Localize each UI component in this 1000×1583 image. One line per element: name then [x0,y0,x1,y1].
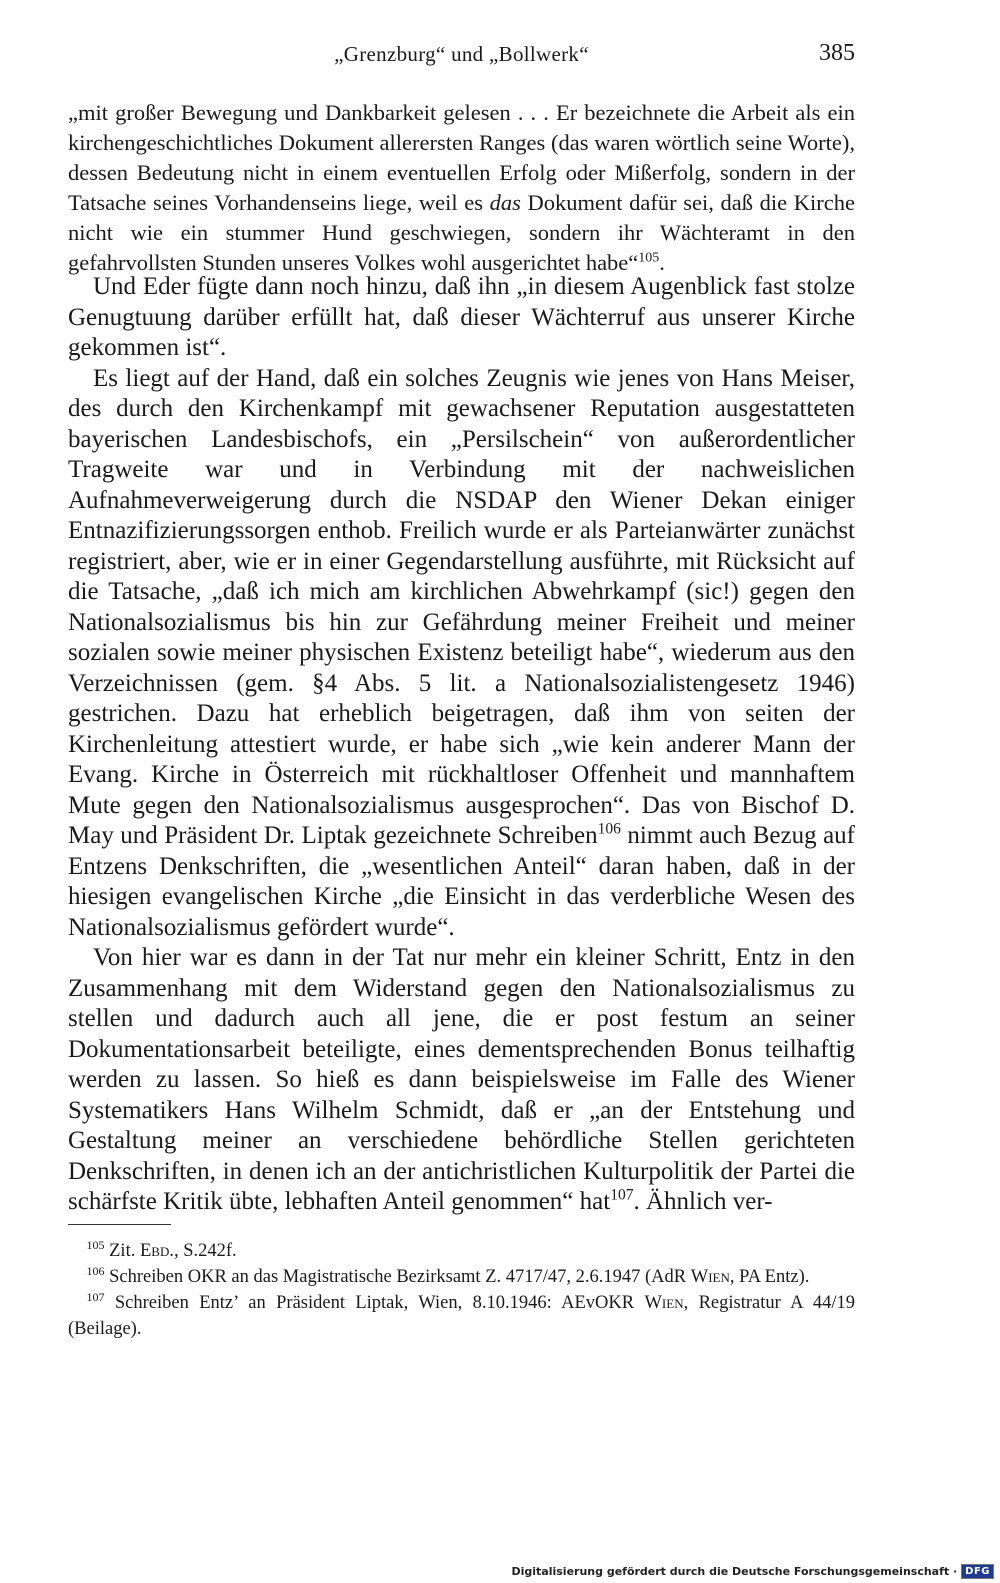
page-number: 385 [819,40,855,66]
footnote-text: Zit. [109,1241,140,1261]
paragraph-3-text-b: . Ähnlich ver- [633,1188,773,1215]
footnote-text: Schreiben Entz’ an Präsident Liptak, Wien, 8.10.1946: AEvOKR [114,1293,645,1313]
footnote-number: 107 [86,1289,105,1304]
dfg-logo: DFG [961,1564,994,1579]
paragraph-3-text-a: Von hier war es dann in der Tat nur mehr ein kleiner Schritt, Entz in den Zusammenhang mit dem Widerstand gegen den Nationalsozialismus zu stellen und dadurch auch all jene, die er post festum an seiner Dokumentationsarbeit beteiligte, eines dementsprechenden Bonus teilhaftig werden zu lassen. So hieß es dann beispielsweise im Falle des Wiener Systematikers Hans Wilhelm Schmidt, daß er „an der Entstehung und Gestaltung meiner an verschiedene behördliche Stellen gerichteten Denkschriften, in denen ich an der antichristlichen Kulturpolitik der Partei die schärfste Kritik übte, lebhaften Anteil genommen“ hat [68,944,855,1215]
main-text [68,272,855,1218]
footnote-smallcaps: Wien [644,1293,684,1313]
running-title: „Grenzburg“ und „Bollwerk“ [334,42,589,66]
quote-text-before: „mit großer Bewegung und Dankbarkeit gelesen . . . Er bezeichnete die Arbeit als ein kirchengeschichtliches Dokument allerersten Ranges (das waren wörtlich seine Worte), dessen Bedeutung nicht in einem eventuellen Erfolg oder Mißerfolg, sondern in der Tatsache seines Vorhandenseins liege, weil es [68,100,855,215]
digitization-credit [511,1563,994,1579]
paragraph-2 [68,364,855,944]
running-header [68,42,855,76]
footnote-smallcaps: Wien [690,1267,730,1287]
quote-italic-word: das [489,190,521,215]
quote-end: . [659,250,665,275]
quote-text-after: Dokument dafür sei, daß die Kirche nicht wie ein stummer Hund geschwiegen, sondern ihr Wächteramt in den gefahrvollsten Stunden unseres Volkes wohl ausgerichtet habe“ [68,190,855,275]
footnote-text-end: , Registratur A 44/19 (Beilage). [68,1293,856,1339]
credit-text: Digitalisierung gefördert durch die Deutsche Forschungsgemeinschaft · [511,1564,958,1578]
footnote-separator [68,1224,171,1225]
note-ref-105: 105 [638,250,660,266]
note-ref-107: 107 [610,1186,634,1204]
footnote-smallcaps: Ebd. [139,1241,174,1261]
paragraph-2-text-b: nimmt auch Bezug auf Entzens Denkschriften, die „wesentlichen Anteil“ daran haben, daß in der hiesigen evangelischen Kirche „die Einsicht in das verderbliche Wesen des Nationalsozialismus gefördert wurde“. [68,822,856,941]
footnote-106 [68,1264,855,1290]
paragraph-3 [68,943,855,1218]
footnote-text-end: , S.242f. [173,1241,237,1261]
footnote-107 [68,1290,855,1342]
paragraph-1-text: Und Eder fügte dann noch hinzu, daß ihn „in diesem Augenblick fast stolze Genugtuung darüber erfüllt hat, daß dieser Wächterruf aus unserer Kirche gekommen ist“. [68,273,855,361]
footnote-text: Schreiben OKR an das Magistratische Bezirksamt Z. 4717/47, 2.6.1947 (AdR [109,1267,691,1287]
paragraph-1 [68,272,855,364]
block-quote [68,98,855,278]
footnotes [68,1238,855,1342]
footnote-text-end: , PA Entz). [729,1267,810,1287]
footnote-number: 106 [86,1263,105,1278]
note-ref-106: 106 [597,820,621,838]
footnote-number: 105 [86,1237,105,1252]
footnote-105 [68,1238,855,1264]
paragraph-2-text-a: Es liegt auf der Hand, daß ein solches Zeugnis wie jenes von Hans Meiser, des durch den Kirchenkampf mit gewachsener Reputation ausgestatteten bayerischen Landesbischofs, ein „Persilschein“ von außerordentlicher Tragweite war und in Verbindung mit der nachweislichen Aufnahmeverweigerung durch die NSDAP den Wiener Dekan einiger Entnazifizierungssorgen enthob. Freilich wurde er als Parteianwärter zunächst registriert, aber, wie er in einer Gegendarstellung ausführte, mit Rücksicht auf die Tatsache, „daß ich mich am kirchlichen Abwehrkampf (sic!) gegen den Nationalsozialismus bis hin zur Gefährdung meiner Freiheit und meiner sozialen sowie meiner physischen Existenz beteiligt habe“, wiederum aus den Verzeichnissen (gem. §4 Abs. 5 lit. a Nationalsozialistengesetz 1946) gestrichen. Dazu hat erheblich beigetragen, daß ihm von seiten der Kirchenleitung attestiert wurde, er habe sich „wie kein anderer Mann der Evang. Kirche in Österreich mit rückhaltloser Offenheit und mannhaftem Mute gegen den Nationalsozialismus ausgesprochen“. Das von Bischof D. May und Präsident Dr. Liptak gezeichnete Schreiben [68,364,855,849]
